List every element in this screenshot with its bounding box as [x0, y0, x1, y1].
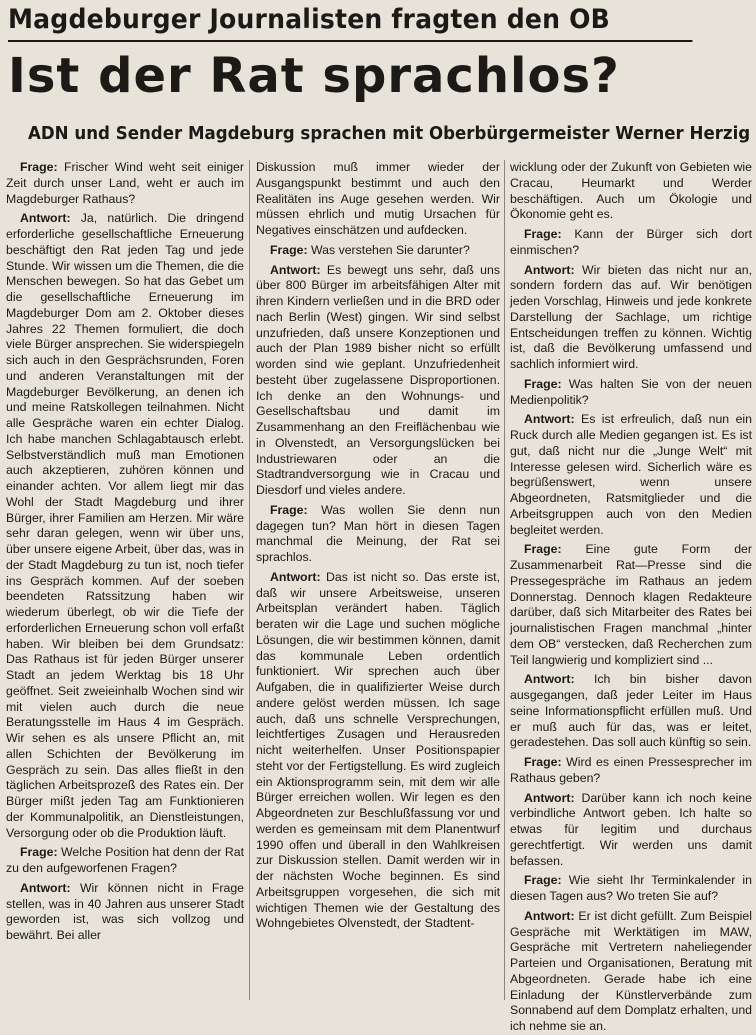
kicker-headline: Magdeburger Journalisten fragten den OB: [8, 0, 692, 42]
answer-text: Darüber kann ich noch keine verbindliche Antwort geben. Ich halte so etwas für legitim und durchaus gerechtfertigt. Wir werden uns damit befassen.: [510, 790, 752, 868]
article-column-3: [510, 160, 752, 1033]
answer-paragraph: [256, 263, 500, 499]
article-column-1: [6, 160, 244, 1000]
answer-label: Antwort:: [270, 262, 321, 277]
answer-label: Antwort:: [524, 672, 575, 687]
answer-paragraph: [6, 211, 244, 841]
question-paragraph: [256, 243, 500, 259]
answer-text: Wir bieten das nicht nur an, sondern fordern das auf. Wir benötigen jeden Vorschlag, Hinweis und jede konkrete Darstellung der Sachlage, um richtige Entscheidungen treffen zu können. Wichtig ist, daß die Bevölkerung umfassend und sachlich informiert wird.: [510, 262, 752, 371]
answer-paragraph: [510, 791, 752, 870]
answer-paragraph: [510, 909, 752, 1035]
answer-label: Antwort:: [20, 211, 71, 226]
subheadline: ADN und Sender Magdeburg sprachen mit Oberbürgermeister Werner Herzig: [28, 124, 751, 144]
question-paragraph: [6, 160, 244, 207]
answer-paragraph: [510, 412, 752, 538]
question-paragraph: [510, 227, 752, 259]
question-text: Was halten Sie von der neuen Medienpolitik?: [510, 376, 752, 407]
continued-paragraph: wicklung oder der Zukunft von Gebieten wie Cracau, Heumarkt und Werder beschäftigen. Auch um Ökologie und Ökonomie geht es.: [510, 160, 752, 222]
answer-text: Es ist erfreulich, daß nun ein Ruck durch alle Medien gegangen ist. Es ist gut, daß nicht nur die „Junge Welt“ mit Interesse gelesen wird. Sicherlich wäre es begrüßenswert, wenn unsere Abgeordneten, Ratsmitglieder und die Arbeitsgruppen auch von den Medien begleitet werden.: [510, 412, 752, 537]
answer-label: Antwort:: [524, 908, 575, 923]
question-label: Frage:: [524, 376, 562, 391]
question-label: Frage:: [20, 845, 58, 860]
answer-text: Ja, natürlich. Die dringend erforderliche gesellschaftliche Erneuerung beschäftigt den Rat jeden Tag und jede Stunde. Wir wissen um die Themen, die die Menschen bewegen. So hat das Gebet um die gesellschaftliche Erneuerung im Magdeburger Dom am 2. Oktober dieses Jahres 22 Themen formuliert, die doch viele Bürger ansprechen. Sie widerspiegeln sich auch in den Gesprächsrunden, Foren und anderen Veranstaltungen mit der Magdeburger Bevölkerung, an denen ich und meine Ratskollegen teilnahmen. Nicht alle Gespräche waren ein echter Dialog. Ich habe manchen Schlagabtausch erlebt. Selbstverständlich muß man Emotionen auch akzeptieren, zuhören können und einander achten. Vor allem liegt mir das Wohl der Stadt Magdeburg und ihrer Bürger, ihrer Familien am Herzen. Mir wäre sehr daran gelegen, wenn wir über uns, über unsere eigene Arbeit, über das, was in der Stadt Magdeburg zu tun ist, noch tiefer ins Gespräch kommen. Auf der soeben beendeten Ratssitzung haben wir wiederum überlegt, ob wir die Tiefe der erforderlichen Erneuerung schon voll erfaßt haben. Wir bleiben bei dem Grundsatz: Das Rathaus ist für jeden Bürger unserer Stadt an jedem Werktag bis 18 Uhr geöffnet. Seit zweieinhalb Wochen sind wir mit vielen auch durch die neue Beratungsstelle im Haus 4 im Gespräch. Wir sehen es als unsere Pflicht an, mit allen Schichten der Bevölkerung im Gespräch zu sein. Das alles fließt in den täglichen Arbeitsprozeß des Rates ein. Der Bürger mißt jeden Tag am Funktionieren der Kommunalpolitik, an Dienstleistungen, Versorgung oder ob die Produktion läuft.: [6, 211, 244, 840]
answer-paragraph: [510, 263, 752, 373]
answer-label: Antwort:: [20, 880, 71, 895]
question-paragraph: [510, 377, 752, 409]
answer-paragraph: [6, 881, 244, 944]
question-label: Frage:: [270, 502, 308, 517]
question-label: Frage:: [270, 242, 308, 257]
answer-text: Es bewegt uns sehr, daß uns über 800 Bürger im arbeitsfähigen Alter mit ihren Kindern verließen und in die BRD oder nach Berlin (West) gingen. Wir sind selbst unzufrieden, daß unsere Konzeptionen und auch der Plan 1989 bisher nicht so erfüllt worden sind wie geplant. Unzufriedenheit besteht über zugelassene Disproportionen. Ich denke an den Wohnungs- und Gesellschaftsbau und damit im Zusammenhang an den Freiflächenbau wie in Olvenstedt, an Versorgungslücken bei Industriewaren oder an die Stadtrandversorgung wie in Cracau und Diesdorf und vieles andere.: [256, 262, 500, 497]
column-divider: [249, 160, 250, 1000]
question-paragraph: [510, 873, 752, 905]
question-label: Frage:: [524, 873, 562, 888]
answer-label: Antwort:: [524, 262, 575, 277]
answer-label: Antwort:: [524, 412, 575, 427]
answer-text: Er ist dicht gefüllt. Zum Beispiel Gespräche mit Werktätigen im MAW, Gespräche mit Vertretern naheliegender Parteien und Organisationen, Beratung mit Abgeordneten. Gerade habe ich eine Einladung der Künstlerverbände zum Sonnabend auf dem Domplatz erhalten, und ich nehme sie an.: [510, 908, 752, 1033]
question-text: Frischer Wind weht seit einiger Zeit durch unser Land, weht er auch im Magdeburger Rathaus?: [6, 160, 244, 206]
answer-paragraph: [256, 570, 500, 932]
question-label: Frage:: [524, 227, 562, 241]
question-paragraph: [6, 845, 244, 877]
question-text: Eine gute Form der Zusammenarbeit Rat—Presse sind die Pressegespräche im Rathaus an jedem Donnerstag. Dennoch klagen Redakteure darüber, daß sich Mitarbeiter des Rates bei journalistischen Fragen manchmal „hinter dem OB“ verstecken, daß Recherchen zum Teil langwierig und kompliziert sind ...: [510, 542, 752, 667]
answer-label: Antwort:: [524, 790, 575, 805]
question-text: Was verstehen Sie darunter?: [307, 242, 470, 257]
question-paragraph: [510, 755, 752, 787]
column-divider: [504, 160, 505, 1000]
answer-paragraph: [510, 672, 752, 751]
question-text: Welche Position hat denn der Rat zu den aufgeworfenen Fragen?: [6, 845, 244, 875]
answer-label: Antwort:: [270, 569, 321, 584]
question-text: Wird es einen Pressesprecher im Rathaus geben?: [510, 755, 752, 785]
question-text: Was wollen Sie denn nun dagegen tun? Man hört in diesen Tagen manchmal die Meinung, der Rat sei sprachlos.: [256, 502, 500, 564]
question-paragraph: [510, 542, 752, 668]
article-column-2: [256, 160, 500, 1000]
question-text: Kann der Bürger sich dort einmischen?: [510, 227, 752, 257]
question-text: Wie sieht Ihr Terminkalender in diesen Tagen aus? Wo treten Sie auf?: [510, 873, 752, 903]
main-headline: Ist der Rat sprachlos?: [8, 48, 620, 104]
answer-text: Ich bin bisher davon ausgegangen, daß jeder Leiter im Haus seine Informationspflicht erfüllen muß. Und er muß auch für das, was er leitet, geradestehen. Das soll auch künftig so sein.: [510, 672, 752, 750]
question-paragraph: [256, 503, 500, 566]
answer-text: Das ist nicht so. Das erste ist, daß wir unsere Arbeitsweise, unseren Arbeitsplan verändert haben. Täglich beraten wir die Lage und suchen mögliche Lösungen, die wir bestimmen können, damit das kommunale Leben ordentlich funktioniert. Wir sprechen auch über Aufgaben, die in qualifizierter Weise durch andere gelöst werden müssen. Ich sage auch, daß uns schnelle Versprechungen, leichtfertiges Zusagen und Herausreden nicht weiterhelfen. Unser Positionspapier steht vor der Fertigstellung. Es wird zugleich ein Aktionsprogramm sein, mit dem wir alle Bürger erreichen wollen. Wir legen es den Abgeordneten zur Beschlußfassung vor und werden es gemeinsam mit dem Planentwurf 1990 offen und überall in den Wahlkreisen zur Diskussion stellen. Damit werden wir in der nächsten Woche beginnen. Es sind Arbeitsgruppen vorgesehen, die sich mit wichtigen Themen wie der Gestaltung des Wohngebietes Olvenstedt, der Stadtent-: [256, 569, 500, 931]
continued-paragraph: Diskussion muß immer wieder der Ausgangspunkt bestimmt und auch den Realitäten ins Auge gesehen werden. Wir müssen ehrlich und mutig Ursachen für Negatives einschätzen und aufdecken.: [256, 160, 500, 237]
answer-text: Wir können nicht in Frage stellen, was in 40 Jahren aus unserer Stadt geworden ist, was sich vollzog und bewährt. Bei aller: [6, 880, 244, 942]
question-label: Frage:: [524, 542, 562, 557]
question-label: Frage:: [524, 755, 562, 769]
question-label: Frage:: [20, 160, 58, 174]
